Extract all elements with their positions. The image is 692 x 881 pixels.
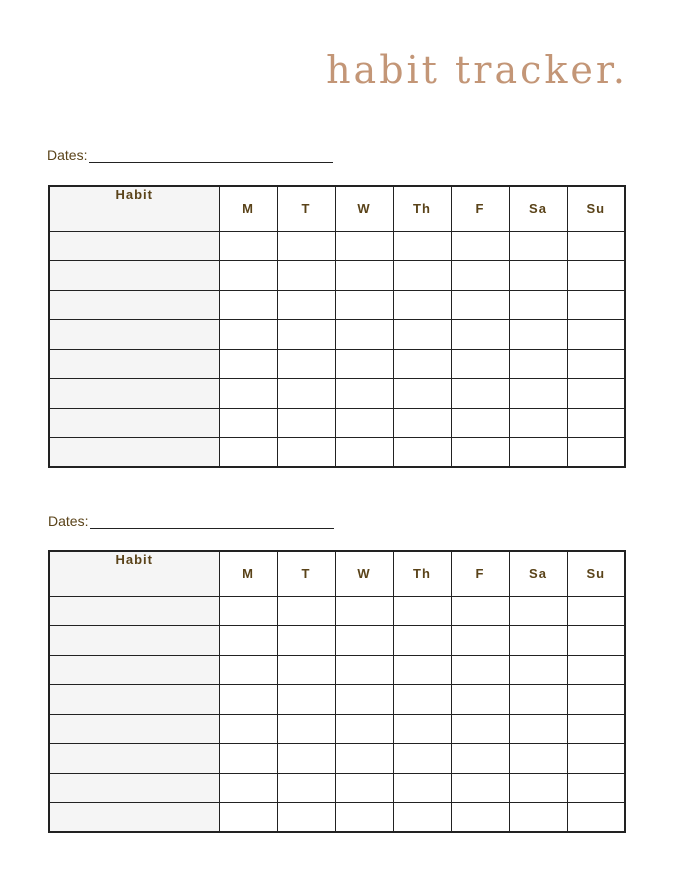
day-check-cell[interactable] xyxy=(451,349,509,379)
habit-name-cell[interactable] xyxy=(49,349,219,379)
day-check-cell[interactable] xyxy=(567,320,625,350)
table-row xyxy=(49,438,625,468)
day-check-cell[interactable] xyxy=(393,290,451,320)
day-check-cell[interactable] xyxy=(219,290,277,320)
day-check-cell[interactable] xyxy=(567,773,625,803)
header-day-sun: Su xyxy=(567,186,625,231)
habit-name-cell[interactable] xyxy=(49,320,219,350)
day-check-cell[interactable] xyxy=(509,408,567,438)
day-check-cell[interactable] xyxy=(393,261,451,291)
day-check-cell[interactable] xyxy=(451,408,509,438)
day-check-cell[interactable] xyxy=(451,714,509,744)
day-check-cell[interactable] xyxy=(451,685,509,715)
day-check-cell[interactable] xyxy=(451,626,509,656)
day-check-cell[interactable] xyxy=(393,320,451,350)
table-row xyxy=(49,320,625,350)
day-check-cell[interactable] xyxy=(277,626,335,656)
header-day-wed: W xyxy=(335,551,393,596)
day-check-cell[interactable] xyxy=(509,626,567,656)
table-row xyxy=(49,290,625,320)
table-row xyxy=(49,261,625,291)
day-check-cell[interactable] xyxy=(277,231,335,261)
day-check-cell[interactable] xyxy=(567,803,625,833)
day-check-cell[interactable] xyxy=(567,744,625,774)
dates-field-2 xyxy=(48,513,334,529)
day-check-cell[interactable] xyxy=(509,438,567,468)
day-check-cell[interactable] xyxy=(509,773,567,803)
habit-name-cell[interactable] xyxy=(49,714,219,744)
header-habit: Habit xyxy=(49,551,219,596)
header-row xyxy=(49,551,625,596)
header-row xyxy=(49,186,625,231)
day-check-cell[interactable] xyxy=(335,438,393,468)
day-check-cell[interactable] xyxy=(393,349,451,379)
day-check-cell[interactable] xyxy=(335,803,393,833)
header-day-wed: W xyxy=(335,186,393,231)
dates-label: Dates: xyxy=(48,513,89,529)
day-check-cell[interactable] xyxy=(393,685,451,715)
habit-table-2 xyxy=(48,550,626,833)
day-check-cell[interactable] xyxy=(277,290,335,320)
dates-label: Dates: xyxy=(47,147,88,163)
table-row xyxy=(49,773,625,803)
table-row xyxy=(49,714,625,744)
habit-name-cell[interactable] xyxy=(49,626,219,656)
header-day-tue: T xyxy=(277,186,335,231)
day-check-cell[interactable] xyxy=(277,596,335,626)
table-row xyxy=(49,626,625,656)
day-check-cell[interactable] xyxy=(393,379,451,409)
day-check-cell[interactable] xyxy=(567,685,625,715)
day-check-cell[interactable] xyxy=(567,379,625,409)
header-day-sat: Sa xyxy=(509,551,567,596)
table-row xyxy=(49,231,625,261)
day-check-cell[interactable] xyxy=(277,261,335,291)
day-check-cell[interactable] xyxy=(277,744,335,774)
day-check-cell[interactable] xyxy=(219,803,277,833)
day-check-cell[interactable] xyxy=(219,596,277,626)
day-check-cell[interactable] xyxy=(451,261,509,291)
day-check-cell[interactable] xyxy=(567,290,625,320)
day-check-cell[interactable] xyxy=(509,261,567,291)
habit-name-cell[interactable] xyxy=(49,803,219,833)
table-row xyxy=(49,655,625,685)
day-check-cell[interactable] xyxy=(567,714,625,744)
day-check-cell[interactable] xyxy=(567,596,625,626)
day-check-cell[interactable] xyxy=(335,744,393,774)
day-check-cell[interactable] xyxy=(335,596,393,626)
header-day-thu: Th xyxy=(393,551,451,596)
habit-name-cell[interactable] xyxy=(49,596,219,626)
day-check-cell[interactable] xyxy=(567,626,625,656)
day-check-cell[interactable] xyxy=(451,744,509,774)
day-check-cell[interactable] xyxy=(509,290,567,320)
habit-name-cell[interactable] xyxy=(49,379,219,409)
day-check-cell[interactable] xyxy=(451,320,509,350)
header-day-sat: Sa xyxy=(509,186,567,231)
day-check-cell[interactable] xyxy=(335,408,393,438)
header-day-mon: M xyxy=(219,186,277,231)
dates-input-line[interactable] xyxy=(90,514,334,529)
day-check-cell[interactable] xyxy=(509,379,567,409)
day-check-cell[interactable] xyxy=(567,231,625,261)
day-check-cell[interactable] xyxy=(335,379,393,409)
day-check-cell[interactable] xyxy=(393,408,451,438)
day-check-cell[interactable] xyxy=(219,231,277,261)
day-check-cell[interactable] xyxy=(277,320,335,350)
day-check-cell[interactable] xyxy=(509,349,567,379)
day-check-cell[interactable] xyxy=(567,408,625,438)
day-check-cell[interactable] xyxy=(451,596,509,626)
header-day-fri: F xyxy=(451,186,509,231)
day-check-cell[interactable] xyxy=(219,261,277,291)
day-check-cell[interactable] xyxy=(335,261,393,291)
day-check-cell[interactable] xyxy=(219,349,277,379)
habit-name-cell[interactable] xyxy=(49,655,219,685)
day-check-cell[interactable] xyxy=(567,655,625,685)
table-row xyxy=(49,408,625,438)
day-check-cell[interactable] xyxy=(335,773,393,803)
day-check-cell[interactable] xyxy=(451,438,509,468)
day-check-cell[interactable] xyxy=(219,685,277,715)
table-row xyxy=(49,744,625,774)
day-check-cell[interactable] xyxy=(393,438,451,468)
day-check-cell[interactable] xyxy=(277,379,335,409)
day-check-cell[interactable] xyxy=(509,714,567,744)
day-check-cell[interactable] xyxy=(567,349,625,379)
day-check-cell[interactable] xyxy=(219,438,277,468)
dates-input-line[interactable] xyxy=(89,148,333,163)
habit-table-1 xyxy=(48,185,626,468)
day-check-cell[interactable] xyxy=(219,379,277,409)
day-check-cell[interactable] xyxy=(567,438,625,468)
day-check-cell[interactable] xyxy=(335,626,393,656)
day-check-cell[interactable] xyxy=(335,320,393,350)
day-check-cell[interactable] xyxy=(277,773,335,803)
table-row xyxy=(49,803,625,833)
day-check-cell[interactable] xyxy=(509,744,567,774)
day-check-cell[interactable] xyxy=(219,744,277,774)
page-title: habit tracker. xyxy=(326,48,628,92)
day-check-cell[interactable] xyxy=(393,596,451,626)
habit-name-cell[interactable] xyxy=(49,773,219,803)
habit-name-cell[interactable] xyxy=(49,290,219,320)
day-check-cell[interactable] xyxy=(451,655,509,685)
day-check-cell[interactable] xyxy=(393,655,451,685)
day-check-cell[interactable] xyxy=(451,773,509,803)
header-day-mon: M xyxy=(219,551,277,596)
day-check-cell[interactable] xyxy=(277,349,335,379)
day-check-cell[interactable] xyxy=(393,626,451,656)
day-check-cell[interactable] xyxy=(451,290,509,320)
day-check-cell[interactable] xyxy=(393,231,451,261)
habit-name-cell[interactable] xyxy=(49,408,219,438)
day-check-cell[interactable] xyxy=(509,320,567,350)
day-check-cell[interactable] xyxy=(219,714,277,744)
habit-name-cell[interactable] xyxy=(49,685,219,715)
header-day-sun: Su xyxy=(567,551,625,596)
header-day-fri: F xyxy=(451,551,509,596)
header-habit: Habit xyxy=(49,186,219,231)
table-row xyxy=(49,379,625,409)
day-check-cell[interactable] xyxy=(219,655,277,685)
habit-name-cell[interactable] xyxy=(49,744,219,774)
day-check-cell[interactable] xyxy=(451,803,509,833)
day-check-cell[interactable] xyxy=(277,803,335,833)
day-check-cell[interactable] xyxy=(335,231,393,261)
day-check-cell[interactable] xyxy=(335,349,393,379)
day-check-cell[interactable] xyxy=(277,685,335,715)
day-check-cell[interactable] xyxy=(219,408,277,438)
day-check-cell[interactable] xyxy=(277,714,335,744)
day-check-cell[interactable] xyxy=(335,685,393,715)
day-check-cell[interactable] xyxy=(451,379,509,409)
day-check-cell[interactable] xyxy=(393,773,451,803)
header-day-thu: Th xyxy=(393,186,451,231)
day-check-cell[interactable] xyxy=(567,261,625,291)
day-check-cell[interactable] xyxy=(219,773,277,803)
habit-name-cell[interactable] xyxy=(49,261,219,291)
day-check-cell[interactable] xyxy=(451,231,509,261)
day-check-cell[interactable] xyxy=(277,438,335,468)
header-day-tue: T xyxy=(277,551,335,596)
day-check-cell[interactable] xyxy=(277,408,335,438)
table-row xyxy=(49,349,625,379)
table-row xyxy=(49,685,625,715)
table-row xyxy=(49,596,625,626)
day-check-cell[interactable] xyxy=(219,320,277,350)
habit-name-cell[interactable] xyxy=(49,231,219,261)
dates-field-1 xyxy=(47,147,333,163)
day-check-cell[interactable] xyxy=(393,803,451,833)
day-check-cell[interactable] xyxy=(393,744,451,774)
day-check-cell[interactable] xyxy=(277,655,335,685)
day-check-cell[interactable] xyxy=(509,685,567,715)
day-check-cell[interactable] xyxy=(509,655,567,685)
day-check-cell[interactable] xyxy=(509,803,567,833)
day-check-cell[interactable] xyxy=(393,714,451,744)
day-check-cell[interactable] xyxy=(335,655,393,685)
day-check-cell[interactable] xyxy=(509,596,567,626)
day-check-cell[interactable] xyxy=(335,714,393,744)
habit-name-cell[interactable] xyxy=(49,438,219,468)
day-check-cell[interactable] xyxy=(219,626,277,656)
day-check-cell[interactable] xyxy=(335,290,393,320)
day-check-cell[interactable] xyxy=(509,231,567,261)
